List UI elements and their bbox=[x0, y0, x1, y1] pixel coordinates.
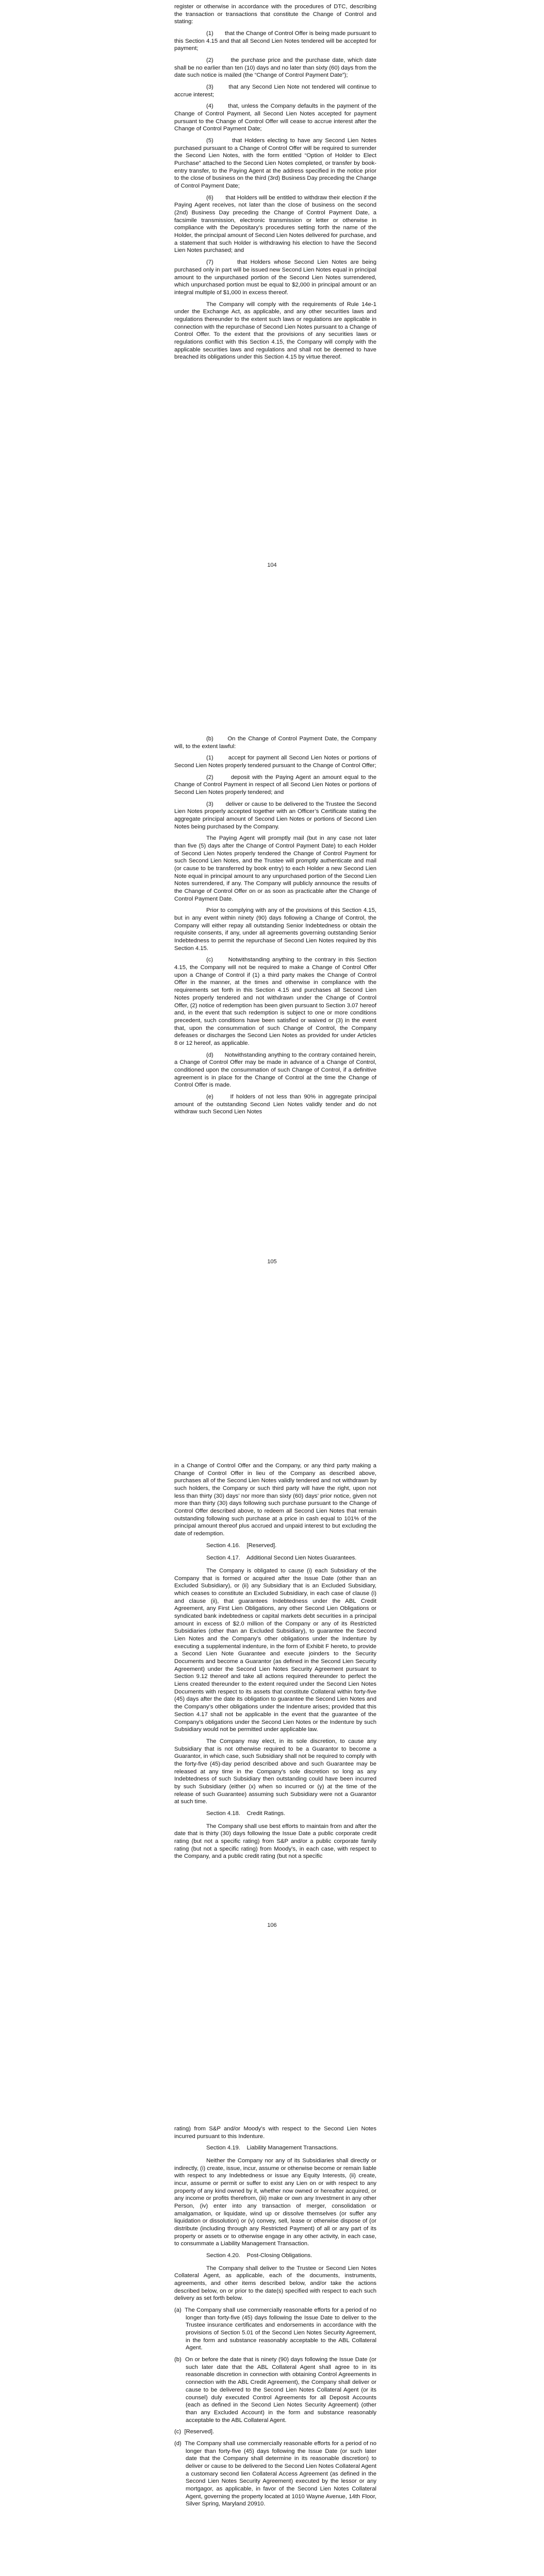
page-number: 106 bbox=[267, 1922, 277, 1928]
paragraph: (3) that any Second Lien Note not tendered will continue to accrue interest; bbox=[174, 84, 376, 98]
paragraph: (d) Notwithstanding anything to the contrary contained herein, a Change of Control Offer may be made in advance of a Change of Control, conditioned upon the consummation of such Change of Control, if a definitive agreement is in place for the Change of Control at the time the Change of Control Offer is made. bbox=[174, 1052, 376, 1089]
document-page bbox=[0, 0, 544, 703]
paragraph: (2) the purchase price and the purchase date, which date shall be no earlier than ten (10) days and no later than sixty (60) days from the date such notice is mailed (the “Change of Control Payment Date”); bbox=[174, 57, 376, 79]
page-number: 104 bbox=[267, 562, 277, 568]
paragraph: (2) deposit with the Paying Agent an amount equal to the Change of Control Payment in respect of all Second Lien Notes or portions of Second Lien Notes properly tendered; and bbox=[174, 774, 376, 796]
paragraph: (1) that the Change of Control Offer is being made pursuant to this Section 4.15 and that all Second Lien Notes tendered will be accepted for payment; bbox=[174, 30, 376, 52]
page-number: 105 bbox=[267, 1259, 277, 1265]
paragraph: in a Change of Control Offer and the Company, or any third party making a Change of Control Offer in lieu of the Company as described above, purchases all of the Second Lien Notes validly tendered and not withdrawn by such holders, the Company or such third party will have the right, upon not less than thirty (30) days’ nor more than sixty (60) days’ prior notice, given not more than thirty (30) days following such purchase pursuant to the Change of Control Offer described above, to redeem all Second Lien Notes that remain outstanding following such purchase at a price in cash equal to 101% of the principal amount thereof plus accrued and unpaid interest to but excluding the date of redemption. bbox=[174, 1463, 376, 1537]
paragraph: The Company shall use best efforts to maintain from and after the date that is thirty (30) days following the Issue Date a public corporate credit rating (but not a specific rating) from S&P and/or a public corporate family rating (but not a specific rating) from Moody’s, in each case, with respect to the Company, and a public credit rating (but not a specific bbox=[174, 1823, 376, 1860]
paragraph: (d) The Company shall use commercially reasonable efforts for a period of no longer than forty-five (45) days following the Issue Date (or such later date that the Company shall determine in its reasonable discretion) to deliver or cause to be delivered to the Second Lien Notes Collateral Agent a customary second lien Collateral Access Agreement (as defined in the Second Lien Notes Security Agreement) executed by the lessor or any mortgagor, as applicable, in favor of the Second Lien Notes Collateral Agent, governing the property located at 1010 Wayne Avenue, 14th Floor, Silver Spring, Maryland 20910. bbox=[174, 2440, 376, 2507]
document-page bbox=[0, 703, 544, 1406]
paragraph: (1) accept for payment all Second Lien Notes or portions of Second Lien Notes properly tendered pursuant to the Change of Control Offer; bbox=[174, 755, 376, 769]
section-heading: Section 4.16. [Reserved]. bbox=[206, 1542, 277, 1549]
paragraph: (3) deliver or cause to be delivered to the Trustee the Second Lien Notes properly accepted together with an Officer’s Certificate stating the aggregate principal amount of Second Lien Notes or portions of Second Lien Notes being purchased by the Company. bbox=[174, 801, 376, 830]
paragraph: The Company will comply with the requirements of Rule 14e-1 under the Exchange Act, as applicable, and any other securities laws and regulations thereunder to the extent such laws or regulations are applicable in connection with the repurchase of Second Lien Notes pursuant to a Change of Control Offer. To the extent that the provisions of any securities laws or regulations conflict with this Section 4.15, the Company will comply with the applicable securities laws and regulations and shall not be deemed to have breached its obligations under this Section 4.15 by virtue thereof. bbox=[174, 301, 376, 361]
paragraph: The Company shall deliver to the Trustee or Second Lien Notes Collateral Agent, as applicable, each of the documents, instruments, agreements, and other items described below, and/or take the actions described below, on or prior to the date(s) specified with respect to each such delivery as set forth below. bbox=[174, 2265, 376, 2302]
paragraph: Prior to complying with any of the provisions of this Section 4.15, but in any event within ninety (90) days following a Change of Control, the Company will either repay all outstanding Senior Indebtedness or obtain the requisite consents, if any, under all agreements governing outstanding Senior Indebtedness to permit the repurchase of Second Lien Notes required by this Section 4.15. bbox=[174, 907, 376, 952]
paragraph: (5) that Holders electing to have any Second Lien Notes purchased pursuant to a Change of Control Offer will be required to surrender the Second Lien Notes, with the form entitled “Option of Holder to Elect Purchase” attached to the Second Lien Notes completed, or transfer by book-entry transfer, to the Paying Agent at the address specified in the notice prior to the close of business on the third (3rd) Business Day preceding the Change of Control Payment Date; bbox=[174, 138, 376, 190]
paragraph: (c) [Reserved]. bbox=[174, 2429, 215, 2435]
document-page bbox=[0, 2110, 544, 2576]
paragraph: register or otherwise in accordance with the procedures of DTC, describing the transaction or transactions that constitute the Change of Control and stating: bbox=[174, 4, 376, 25]
paragraph: rating) from S&P and/or Moody’s with respect to the Second Lien Notes incurred pursuant to this Indenture. bbox=[174, 2126, 376, 2140]
paragraph: (4) that, unless the Company defaults in the payment of the Change of Control Payment, all Second Lien Notes accepted for payment pursuant to the Change of Control Offer will cease to accrue interest after the Change of Control Payment Date; bbox=[174, 103, 376, 132]
section-heading: Section 4.19. Liability Management Transactions. bbox=[206, 2145, 338, 2151]
section-heading: Section 4.20. Post-Closing Obligations. bbox=[206, 2252, 312, 2259]
paragraph: (7) that Holders whose Second Lien Notes are being purchased only in part will be issued new Second Lien Notes equal in principal amount to the unpurchased portion of the Second Lien Notes surrendered, which unpurchased portion must be equal to $2,000 in principal amount or an integral multiple of $1,000 in excess thereof. bbox=[174, 259, 376, 296]
paragraph: (a) The Company shall use commercially reasonable efforts for a period of no longer than forty-five (45) days following the Issue Date to deliver to the Trustee insurance certificates and endorsements in accordance with the provisions of Section 5.01 of the Second Lien Notes Security Agreement, in the form and substance reasonably acceptable to the ABL Collateral Agent. bbox=[174, 2307, 376, 2351]
paragraph: (b) On or before the date that is ninety (90) days following the Issue Date (or such later date that the ABL Collateral Agent shall agree to in its reasonable discretion in connection with obtaining Control Agreements in connection with the ABL Credit Agreement), the Company shall deliver or cause to be delivered to the Second Lien Notes Collateral Agent (or its counsel) duly executed Control Agreements for all Deposit Accounts (each as defined in the Second Lien Notes Security Agreement) (other than any Excluded Account) in the form and substance reasonably acceptable to the ABL Collateral Agent. bbox=[174, 2357, 376, 2424]
section-heading: Section 4.18. Credit Ratings. bbox=[206, 1810, 286, 1817]
paragraph: (e) If holders of not less than 90% in aggregate principal amount of the outstanding Second Lien Notes validly tender and do not withdraw such Second Lien Notes bbox=[174, 1093, 376, 1115]
section-heading: Section 4.17. Additional Second Lien Notes Guarantees. bbox=[206, 1555, 357, 1562]
paragraph: Neither the Company nor any of its Subsidiaries shall directly or indirectly, (i) create, issue, incur, assume or otherwise become or remain liable with respect to any Indebtedness or issue any Equity Interests, (ii) create, incur, assume or permit or suffer to exist any Lien on or with respect to any property of any kind owned by it, whether now owned or hereafter acquired, or any income or profits therefrom, (iii) make or own any Investment in any other Person, (iv) enter into any transaction of merger, consolidation or amalgamation, or liquidate, wind up or dissolve themselves (or suffer any liquidation or dissolution) or (v) convey, sell, lease or otherwise dispose of (or distribute (including through any Restricted Payment) of all or any part of its property or assets or to otherwise engage in any other activity, in each case, to consummate a Liability Management Transaction. bbox=[174, 2158, 376, 2247]
paragraph: (b) On the Change of Control Payment Date, the Company will, to the extent lawful: bbox=[174, 736, 376, 750]
paragraph: The Paying Agent will promptly mail (but in any case not later than five (5) days after the Change of Control Payment Date) to each Holder of Second Lien Notes properly tendered the Change of Control Payment for such Second Lien Notes, and the Trustee will promptly authenticate and mail (or cause to be transferred by book entry) to each Holder a new Second Lien Note equal in principal amount to any unpurchased portion of the Second Lien Notes surrendered, if any. The Company will publicly announce the results of the Change of Control Offer on or as soon as practicable after the Change of Control Payment Date. bbox=[174, 835, 376, 902]
paragraph: (6) that Holders will be entitled to withdraw their election if the Paying Agent receives, not later than the close of business on the second (2nd) Business Day preceding the Change of Control Payment Date, a facsimile transmission, electronic transmission or letter or otherwise in compliance with the Depositary’s procedures setting forth the name of the Holder, the principal amount of Second Lien Notes delivered for purchase, and a statement that such Holder is withdrawing his election to have the Second Lien Notes purchased; and bbox=[174, 194, 376, 254]
paragraph: The Company is obligated to cause (i) each Subsidiary of the Company that is formed or acquired after the Issue Date (other than an Excluded Subsidiary), or (ii) any Subsidiary that is an Excluded Subsidiary, which ceases to constitute an Excluded Subsidiary, in each case of clause (i) and clause (ii), that guarantees Indebtedness under the ABL Credit Agreement, any First Lien Obligations, any other Second Lien Obligations or syndicated bank indebtedness or capital markets debt securities in a principal amount in excess of $2.0 million of the Company or any of its Restricted Subsidiaries (other than an Excluded Subsidiary), to guarantee the Second Lien Notes and the Company’s other obligations under the Indenture by executing a supplemental indenture, in the form of Exhibit F hereto, to provide a Second Lien Note Guarantee and execute joinders to the Security Documents and become a Guarantor (as defined in the Second Lien Security Agreement) under the Second Lien Notes Security Agreement pursuant to Section 9.12 thereof and take all actions required thereunder to perfect the Liens created thereunder to the extent required under the Second Lien Notes Documents with respect to its assets that constitute Collateral within forty-five (45) days after the date its obligation to guarantee the Second Lien Notes and the Company’s other obligations under the Indenture arises; provided that this Section 4.17 shall not be applicable in the event that the guarantee of the Company’s obligations under the Second Lien Notes or the Indenture by such Subsidiary would not be permitted under applicable law. bbox=[174, 1568, 376, 1733]
paragraph: (c) Notwithstanding anything to the contrary in this Section 4.15, the Company will not be required to make a Change of Control Offer upon a Change of Control if (1) a third party makes the Change of Control Offer in the manner, at the times and otherwise in compliance with the requirements set forth in this Section 4.15 and purchases all Second Lien Notes properly tendered and not withdrawn under the Change of Control Offer, (2) notice of redemption has been given pursuant to Section 3.07 hereof and, in the event that such redemption is subject to one or more conditions precedent, such conditions have been satisfied or waived or (3) in the event that, upon the consummation of such Change of Control, the Company defeases or discharges the Second Lien Notes as provided for under Articles 8 or 12 hereof, as applicable. bbox=[174, 957, 376, 1046]
document-page bbox=[0, 1406, 544, 2110]
paragraph: The Company may elect, in its sole discretion, to cause any Subsidiary that is not otherwise required to be a Guarantor to become a Guarantor, in which case, such Subsidiary shall not be required to comply with the forty-five (45)-day period described above and such Guarantee may be released at any time in the Company’s sole discretion so long as any Indebtedness of such Subsidiary then outstanding could have been incurred by such Subsidiary (either (x) when so incurred or (y) at the time of the release of such Guarantee) assuming such Subsidiary were not a Guarantor at such time. bbox=[174, 1738, 376, 1805]
